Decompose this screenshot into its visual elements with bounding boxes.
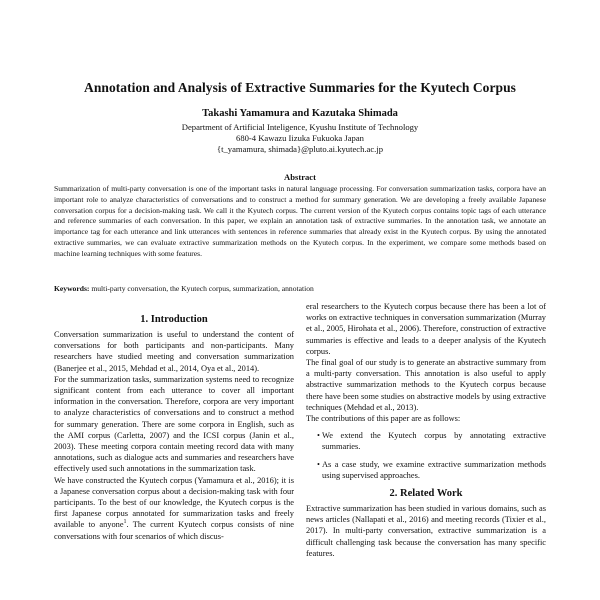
intro-paragraph-3-end: . The current Kyutech corpus consists of nine conversations with four scenarios of which discus- bbox=[54, 520, 294, 541]
intro-paragraph-1: Conversation summarization is useful to understand the content of conversations for both participants and non-participants. Many researchers have studied meeting and conversation summarization (Banerjee et al., 2015, Mehdad et al., 2014, Oya et al., 2014). bbox=[54, 330, 294, 373]
affiliation-block bbox=[0, 122, 600, 156]
paper-title: Annotation and Analysis of Extractive Summaries for the Kyutech Corpus bbox=[84, 80, 516, 95]
abstract-heading: Abstract bbox=[284, 172, 316, 182]
related-paragraph-1: Extractive summarization has been studied in various domains, such as news articles (Nallapati et al., 2016) and meeting records (Tixier et al., 2017). In multi-party conversation, extractive summarization is a difficult challenging task because the conversation has many specific features. bbox=[306, 504, 546, 558]
footnote-marker: 1 bbox=[123, 519, 127, 526]
intro-paragraph-2: For the summarization tasks, summarization systems need to recognize significant content from each utterance to cover all important information in the conversation. Therefore, corpora are very important to analyze characteristics of conversations and to construct a method for summary generation. There are some corpora in English, such as the AMI corpus (Carletta, 2007) and the ICSI corpus (Janin et al., 2003). These meeting corpora contain meeting record data with many annotations, such as dialogue acts and summaries and researchers have effectively used such annotations in the summarization task. bbox=[54, 374, 294, 474]
keywords-text: multi-party conversation, the Kyutech corpus, summarization, annotation bbox=[89, 284, 314, 293]
keywords-line bbox=[54, 284, 546, 294]
right-column bbox=[306, 301, 546, 559]
intro-paragraph-3 bbox=[54, 475, 294, 542]
list-item: • We extend the Kyutech corpus by annotating extractive summaries. bbox=[322, 430, 546, 452]
left-column bbox=[54, 313, 294, 542]
intro-paragraph-5: The final goal of our study is to generate an abstractive summary from a multi-party conversation. This annotation is also useful to apply abstractive summarization methods to the Kyutech corpus because there have been some studies on abstractive models by using extractive techniques (Mehdad et al., 2013). bbox=[306, 358, 546, 412]
affiliation-department: Department of Artificial Inteligence, Kyushu Institute of Technology bbox=[181, 122, 419, 132]
intro-paragraph-3-start: We have constructed the Kyutech corpus (Yamamura et al., 2016); it is a Japanese conversation corpus about a decision-making task with four participants. To the best of our knowledge, the Kyutech corpus is the first Japanese corpus annotated for summarization tasks and freely available to anyone bbox=[54, 475, 294, 530]
affiliation-address: 680-4 Kawazu Iizuka Fukuoka Japan bbox=[236, 133, 364, 144]
list-item: • As a case study, we examine extractive summarization methods using supervised approaches. bbox=[322, 459, 546, 481]
intro-paragraph-6: The contributions of this paper are as follows: bbox=[306, 414, 461, 424]
section-heading-introduction: 1. Introduction bbox=[140, 314, 208, 325]
abstract-text: Summarization of multi-party conversation is one of the important tasks in natural language processing. For conversation summarization tasks, corpora have an important role to analyze characteristics of conversations and to construct a method for summary generation. We are developing a freely available Japanese conversation corpus for a decision-making task. We call it the Kyutech corpus. The current version of the Kyutech corpus contains topic tags of each utterance and reference summaries of each conversation. In this paper, we explain an annotation task of extractive summaries. In the annotation task, we annotate an importance tag for each utterance and link utterances with sentences in reference summaries that already exist in the Kyutech corpus. By using the annotated extractive summaries, we can evaluate extractive summarization methods on the Kyutech corpus. In the experiment, we compare some methods based on machine learning techniques with some features. bbox=[54, 184, 546, 258]
intro-paragraph-4: eral researchers to the Kyutech corpus because there has been a lot of works on extractive techniques in conversation summarization (Murray et al., 2005, Hirohata et al., 2006). Therefore, construction of extractive summaries is effective and leads to a deeper analysis of the Kyutech corpus. bbox=[306, 302, 546, 356]
contributions-list bbox=[306, 430, 546, 481]
paper-authors: Takashi Yamamura and Kazutaka Shimada bbox=[202, 108, 398, 119]
keywords-label: Keywords: bbox=[54, 284, 90, 293]
affiliation-email: {t_yamamura, shimada}@pluto.ai.kyutech.ac.jp bbox=[216, 144, 384, 155]
section-heading-related-work: 2. Related Work bbox=[389, 488, 463, 500]
